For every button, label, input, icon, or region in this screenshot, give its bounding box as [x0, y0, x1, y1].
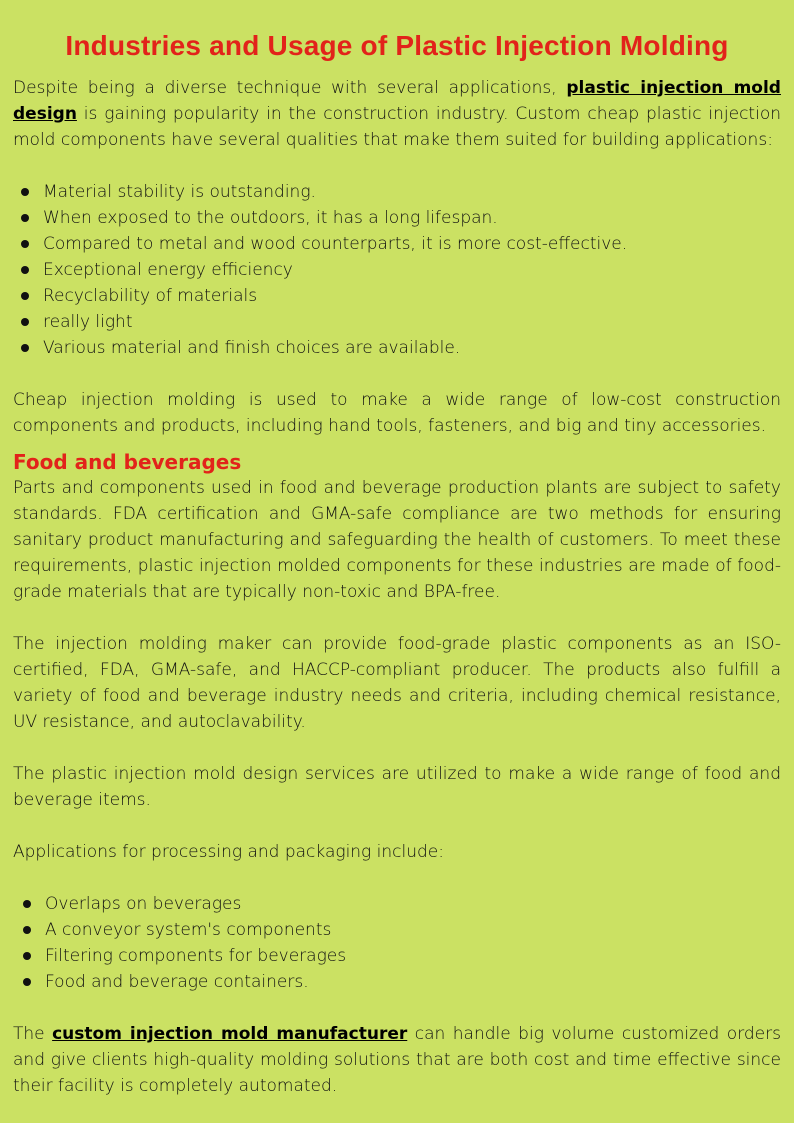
- benefits-list: [13, 179, 781, 361]
- closing-text-before: The: [13, 1024, 53, 1044]
- food-paragraph-2: The injection molding maker can provide food-grade plastic components as an ISO-certified, FDA, GMA-safe, and HACCP-compliant producer. The products also fulfill a variety of food and beverage industry needs and criteria, including chemical resistance, UV resistance, and autoclavability.: [13, 634, 781, 732]
- list-item: Exceptional energy efficiency: [43, 257, 781, 283]
- food-paragraph-3: The plastic injection mold design services are utilized to make a wide range of food and beverage items.: [13, 764, 781, 810]
- intro-paragraph: [13, 75, 781, 153]
- food-section-heading: Food and beverages: [13, 450, 242, 474]
- closing-text-after: can handle big volume customized orders and give clients high-quality molding solutions that are both cost and time effective since their facility is completely automated.: [13, 1024, 781, 1096]
- page-title: Industries and Usage of Plastic Injection Molding: [65, 30, 729, 61]
- spacer: [13, 813, 781, 839]
- list-item: Overlaps on beverages: [45, 891, 781, 917]
- list-item: Filtering components for beverages: [45, 943, 781, 969]
- list-item: Material stability is outstanding.: [43, 179, 781, 205]
- list-item: Compared to metal and wood counterparts, it is more cost-effective.: [43, 231, 781, 257]
- list-item: When exposed to the outdoors, it has a long lifespan.: [43, 205, 781, 231]
- list-item: Recyclability of materials: [43, 283, 781, 309]
- plastic-injection-mold-design-link[interactable]: plastic injection mold design: [13, 78, 781, 124]
- intro-text-before: Despite being a diverse technique with several applications,: [13, 78, 567, 98]
- closing-paragraph: [13, 1021, 781, 1099]
- intro-text-after: is gaining popularity in the construction industry. Custom cheap plastic injection mold components have several qualities that make them suited for building applications:: [13, 104, 781, 150]
- food-paragraph-4: Applications for processing and packaging include:: [13, 842, 444, 862]
- spacer: [13, 605, 781, 631]
- list-item: really light: [43, 309, 781, 335]
- list-item: Food and beverage containers.: [45, 969, 781, 995]
- spacer: [13, 735, 781, 761]
- construction-paragraph: Cheap injection molding is used to make a wide range of low-cost construction components and products, including hand tools, fasteners, and big and tiny accessories.: [13, 390, 781, 436]
- custom-injection-mold-manufacturer-link[interactable]: custom injection mold manufacturer: [52, 1024, 408, 1044]
- list-item: A conveyor system's components: [45, 917, 781, 943]
- food-paragraph-1: Parts and components used in food and beverage production plants are subject to safety standards. FDA certification and GMA-safe compliance are two methods for ensuring sanitary product manufacturing and safeguarding the health of customers. To meet these requirements, plastic injection molded components for these industries are made of food-grade materials that are typically non-toxic and BPA-free.: [13, 478, 781, 602]
- list-item: Various material and finish choices are available.: [43, 335, 781, 361]
- applications-list: [13, 891, 781, 995]
